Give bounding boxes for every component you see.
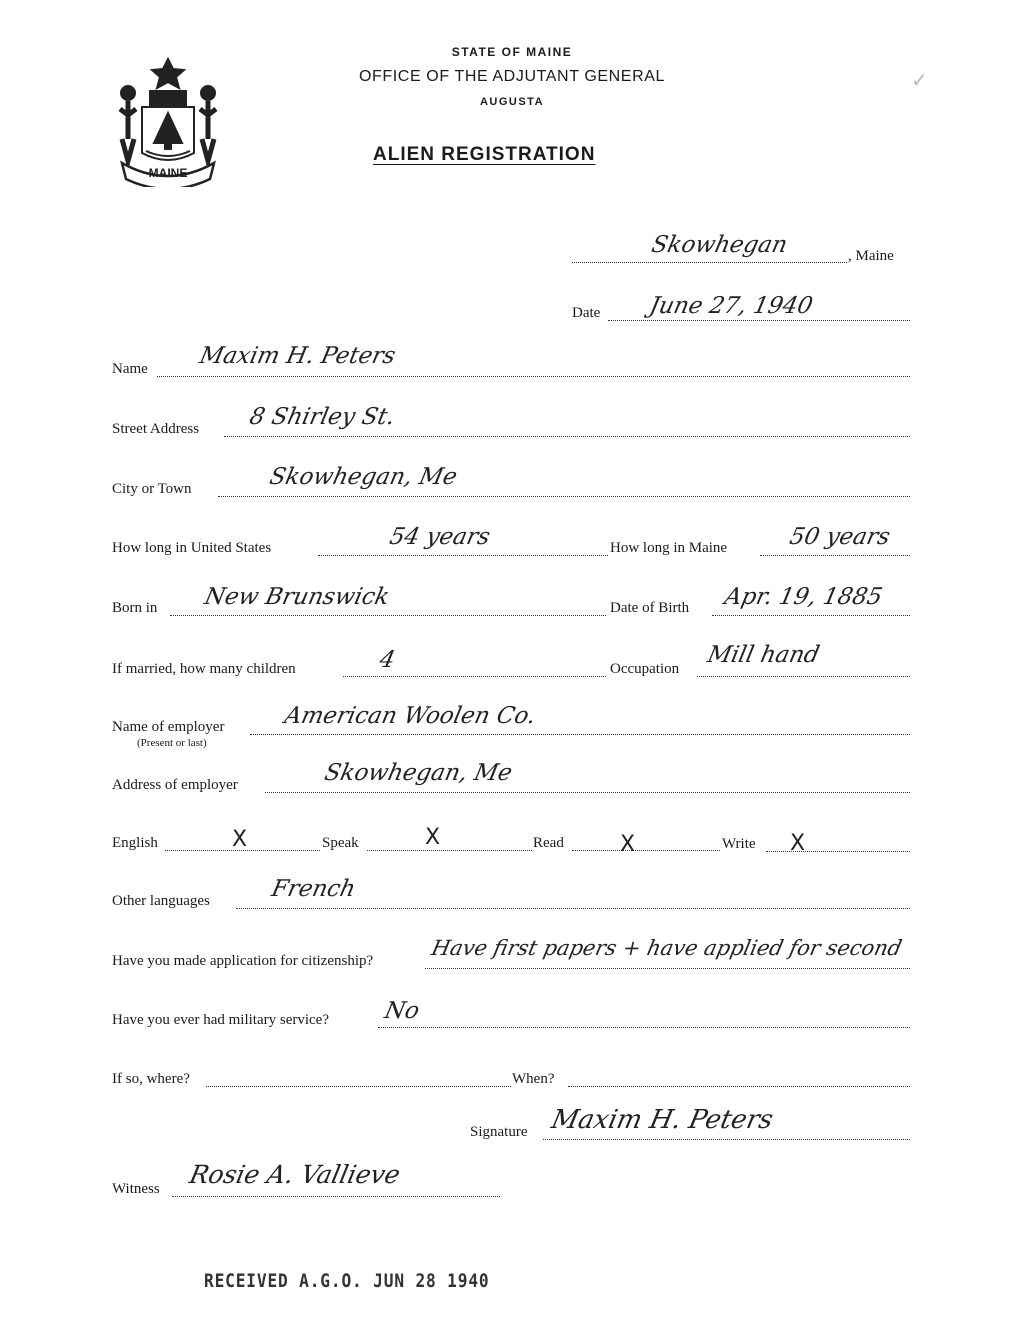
header-city: AUGUSTA	[479, 96, 545, 108]
employer-value: American Woolen Co.	[282, 703, 539, 729]
write-label: Write	[722, 836, 756, 852]
header-state: STATE OF MAINE	[451, 45, 573, 59]
witness-line	[172, 1196, 500, 1197]
citizenship-line	[425, 968, 910, 969]
employer-line	[250, 734, 910, 735]
speak-check-mark: X	[425, 825, 441, 850]
street-label: Street Address	[112, 421, 200, 437]
when-line	[568, 1086, 910, 1087]
citizenship-value: Have first papers + have applied for second	[429, 936, 904, 960]
military-value: No	[382, 998, 422, 1024]
write-check-mark: X	[790, 831, 806, 856]
us-duration-label: How long in United States	[112, 540, 272, 556]
date-line	[608, 320, 910, 321]
witness-label: Witness	[112, 1181, 160, 1197]
military-label: Have you ever had military service?	[112, 1012, 329, 1028]
place-line	[572, 262, 847, 263]
employer-label: Name of employer	[112, 719, 225, 735]
where-label: If so, where?	[112, 1071, 190, 1087]
read-label: Read	[533, 835, 564, 851]
children-value: 4	[377, 647, 398, 673]
received-stamp: RECEIVED A.G.O. JUN 28 1940	[204, 1270, 490, 1292]
me-duration-line	[760, 555, 910, 556]
occupation-line	[697, 676, 910, 677]
us-duration-line	[318, 555, 608, 556]
read-line	[572, 850, 720, 851]
witness-value: Rosie A. Vallieve	[186, 1160, 403, 1189]
name-value: Maxim H. Peters	[197, 343, 398, 369]
city-line	[218, 496, 910, 497]
date-label: Date	[572, 305, 601, 321]
when-label: When?	[512, 1071, 555, 1087]
signature-label: Signature	[470, 1124, 528, 1140]
us-duration-value: 54 years	[387, 524, 493, 550]
employer-address-value: Skowhegan, Me	[322, 760, 515, 786]
employer-sublabel: (Present or last)	[137, 737, 207, 749]
occupation-label: Occupation	[610, 661, 680, 677]
military-line	[378, 1027, 910, 1028]
corner-check-mark: ✓	[911, 68, 928, 92]
english-label: English	[112, 835, 158, 851]
citizenship-label: Have you made application for citizenship?	[112, 953, 374, 969]
other-languages-label: Other languages	[112, 893, 210, 909]
dob-value: Apr. 19, 1885	[722, 584, 885, 610]
city-label: City or Town	[112, 481, 192, 497]
children-line	[343, 676, 606, 677]
born-label: Born in	[112, 600, 158, 616]
name-line	[157, 376, 910, 377]
employer-address-line	[265, 792, 910, 793]
dob-line	[712, 615, 910, 616]
children-label: If married, how many children	[112, 661, 296, 677]
me-duration-label: How long in Maine	[610, 540, 728, 556]
speak-label: Speak	[322, 835, 359, 851]
employer-address-label: Address of employer	[112, 777, 238, 793]
other-languages-value: French	[269, 876, 358, 902]
city-value: Skowhegan, Me	[267, 464, 460, 490]
signature-line	[543, 1139, 910, 1140]
read-check-mark: X	[620, 832, 636, 857]
name-label: Name	[112, 361, 148, 377]
place-value: Skowhegan	[649, 232, 790, 258]
speak-line	[367, 850, 532, 851]
form-title: ALIEN REGISTRATION	[373, 144, 596, 165]
born-line	[170, 615, 606, 616]
where-line	[206, 1086, 511, 1087]
english-check-mark: X	[232, 827, 248, 852]
occupation-value: Mill hand	[705, 642, 822, 668]
dob-label: Date of Birth	[610, 600, 690, 616]
other-languages-line	[236, 908, 910, 909]
place-suffix: , Maine	[848, 248, 894, 264]
signature-value: Maxim H. Peters	[548, 1105, 776, 1135]
seal-motto-text: MAINE	[148, 166, 188, 180]
date-value: June 27, 1940	[647, 293, 815, 319]
me-duration-value: 50 years	[787, 524, 893, 550]
born-value: New Brunswick	[202, 584, 392, 610]
header-office: OFFICE OF THE ADJUTANT GENERAL	[358, 68, 666, 85]
street-line	[224, 436, 910, 437]
street-value: 8 Shirley St.	[247, 404, 398, 430]
write-line	[766, 851, 910, 852]
